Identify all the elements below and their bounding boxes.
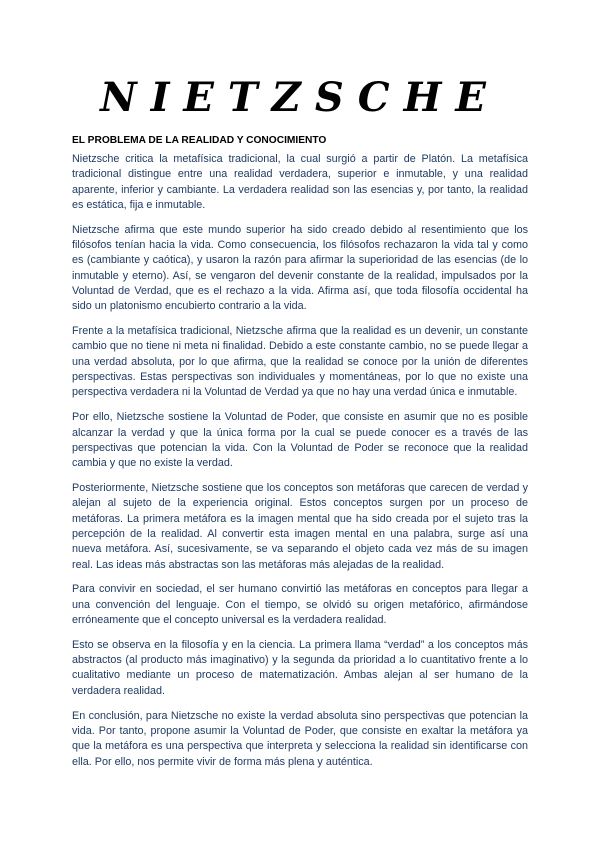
paragraph: En conclusión, para Nietzsche no existe la verdad absoluta sino perspectivas que potencian la vida. Por tanto, propone asumir la Voluntad de Poder, que consiste en exaltar la metáfora ya que la metáfora es una perspectiva que interpreta y selecciona la realidad sin identificarse con ella. Por ello, nos permite vivir de forma más plena y auténtica. xyxy=(72,709,528,768)
paragraph: Para convivir en sociedad, el ser humano convirtió las metáforas en conceptos para llegar a una convención del lenguaje. Con el tiempo, se olvidó su origen metafórico, afirmándose erróneamente que el concepto universal es la verdadera realidad. xyxy=(72,583,528,626)
paragraph: Nietzsche afirma que este mundo superior ha sido creado debido al resentimiento que los filósofos tenían hacia la vida. Como consecuencia, los filósofos rechazaron la vida tal y como es (cambiante y caótica), y usaron la razón para afirmar la superioridad de las esencias (de lo inmutable y eterno). Así, se vengaron del devenir constante de la realidad, impulsados por la Voluntad de Verdad, que es el rechazo a la vida. Afirma así, que toda filosofía occidental ha sido un platonismo encubierto contrario a la vida. xyxy=(72,223,528,313)
document-body xyxy=(72,134,528,779)
paragraph: Frente a la metafísica tradicional, Nietzsche afirma que la realidad es un devenir, un constante cambio que no tiene ni meta ni finalidad. Debido a este constante cambio, no se puede llegar a una verdad absoluta, por lo que afirma, que la realidad se conoce por la unión de diferentes perspectivas. Estas perspectivas son individuales y momentáneas, por lo que no existe una perspectiva verdadera ni la Voluntad de Verdad ya que no hay una verdad única e inmutable. xyxy=(72,325,528,399)
page-title: NIETZSCHE xyxy=(100,74,500,121)
paragraph: Esto se observa en la filosofía y en la ciencia. La primera llama “verdad” a los conceptos más abstractos (al producto más imaginativo) y la segunda da prioridad a lo cuantitativo frente a lo cualitativo mediante un proceso de matematización. Ambas alejan al ser humano de la verdadera realidad. xyxy=(72,638,528,697)
paragraph: Posteriormente, Nietzsche sostiene que los conceptos son metáforas que carecen de verdad y alejan al sujeto de la experiencia original. Estos conceptos surgen por un proceso de metáforas. La primera metáfora es la imagen mental que ha sido creada por el sujeto tras la percepción de la realidad. Al convertir esta imagen mental en una palabra, surge así una nueva metáfora. Así, sucesivamente, se va separando el objeto cada vez más de su imagen real. Las ideas más abstractas son las metáforas más alejadas de la realidad. xyxy=(72,482,528,571)
section-title: EL PROBLEMA DE LA REALIDAD Y CONOCIMIENTO xyxy=(72,135,327,146)
paragraph: Nietzsche critica la metafísica tradicional, la cual surgió a partir de Platón. La metafísica tradicional distingue entre una realidad verdadera, superior e inmutable, y una realidad aparente, inferior y cambiante. La verdadera realidad son las esencias y, por tanto, la realidad es estática, fija e inmutable. xyxy=(72,153,528,211)
paragraph: Por ello, Nietzsche sostiene la Voluntad de Poder, que consiste en asumir que no es posible alcanzar la verdad y que la única forma por la cual se puede conocer es a través de las perspectivas que potencian la vida. Con la Voluntad de Poder se reconoce que la realidad cambia y que no existe la verdad. xyxy=(72,411,528,470)
